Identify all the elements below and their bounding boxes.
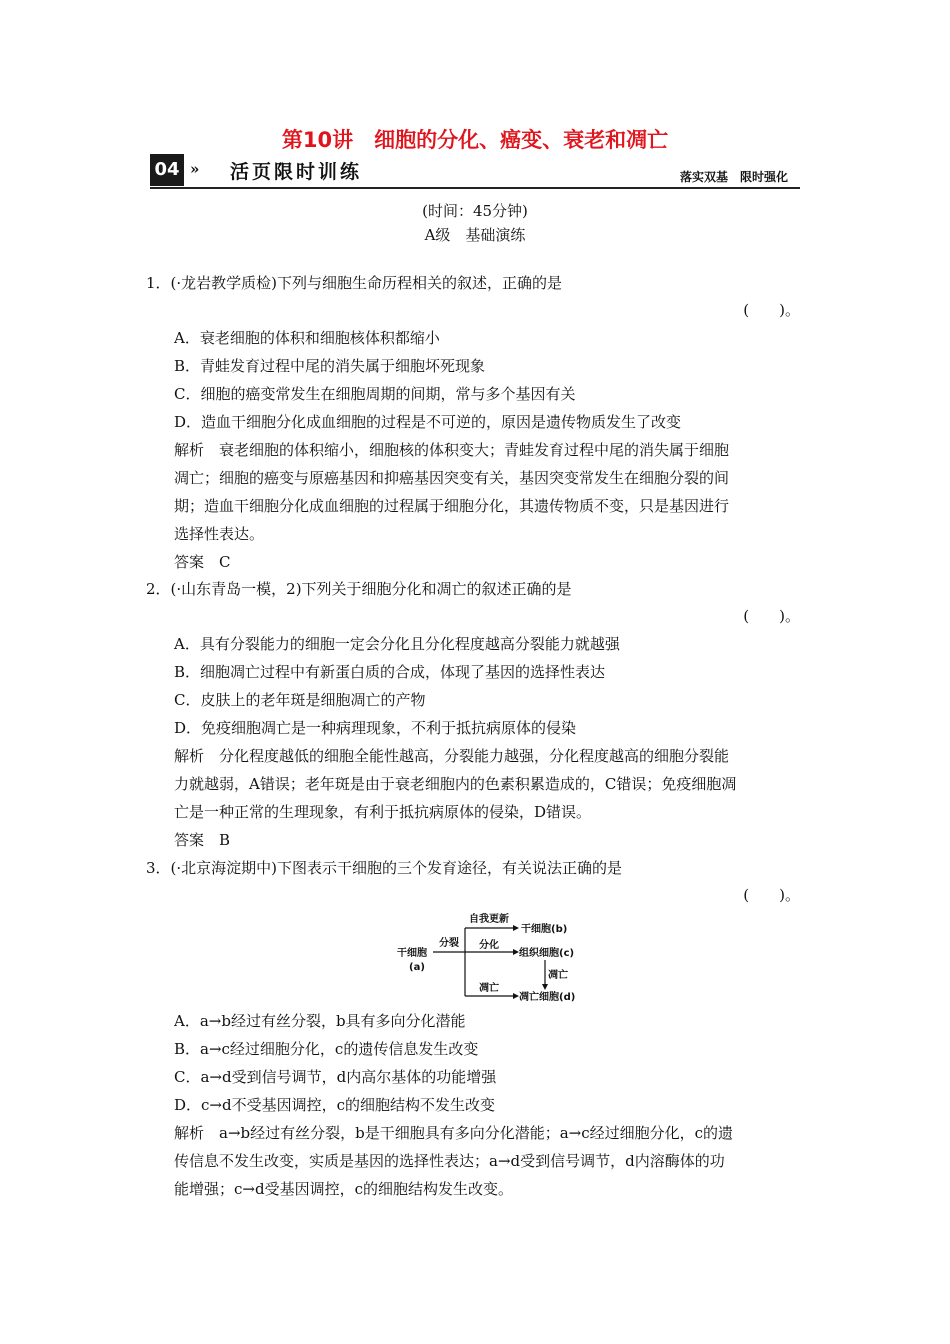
- option: D．造血干细胞分化成血细胞的过程是不可逆的，原因是遗传物质发生了改变: [174, 413, 682, 431]
- diagram-node-d: 凋亡细胞(d): [519, 992, 576, 1003]
- analysis-line: 解析 a→b经过有丝分裂，b是干细胞具有多向分化潜能；a→c经过细胞分化，c的遗: [174, 1124, 734, 1142]
- option: A．衰老细胞的体积和细胞核体积都缩小: [174, 329, 440, 347]
- diagram-label-apoptosis: 凋亡: [479, 983, 499, 994]
- answer-line: 答案 B: [174, 831, 231, 849]
- option: A．具有分裂能力的细胞一定会分化且分化程度越高分裂能力就越强: [174, 635, 620, 653]
- answer-blank: ( )。: [743, 607, 800, 625]
- answer-blank: ( )。: [743, 301, 800, 319]
- section-badge: 04: [150, 154, 184, 186]
- diagram-label-divide: 分裂: [439, 938, 459, 949]
- analysis-line: 凋亡；细胞的癌变与原癌基因和抑癌基因突变有关，基因突变常发生在细胞分裂的间: [174, 469, 730, 487]
- banner-divider: [150, 187, 800, 189]
- question-stem: 3．(·北京海淀期中)下图表示干细胞的三个发育途径，有关说法正确的是: [146, 859, 623, 877]
- arrowhead-icon: [542, 984, 548, 990]
- diagram-label-differentiate: 分化: [479, 940, 499, 951]
- answer-blank: ( )。: [743, 886, 800, 904]
- option: D．免疫细胞凋亡是一种病理现象，不利于抵抗病原体的侵染: [174, 719, 577, 737]
- question-stem: 1．(·龙岩教学质检)下列与细胞生命历程相关的叙述，正确的是: [146, 274, 563, 292]
- option: C．细胞的癌变常发生在细胞周期的间期，常与多个基因有关: [174, 385, 576, 403]
- question-stem: 2．(·山东青岛一模，2)下列关于细胞分化和凋亡的叙述正确的是: [146, 580, 572, 598]
- option: B．青蛙发育过程中尾的消失属于细胞坏死现象: [174, 357, 486, 375]
- diagram-node-c: 组织细胞(c): [519, 948, 575, 959]
- level-heading: A级 基础演练: [424, 226, 526, 244]
- banner-subtitle: 落实双基 限时强化: [679, 170, 788, 184]
- analysis-line: 力就越弱，A错误；老年斑是由于衰老细胞内的色素积累造成的，C错误；免疫细胞凋: [174, 775, 737, 793]
- option: C．皮肤上的老年斑是细胞凋亡的产物: [174, 691, 426, 709]
- diagram-label-apoptosis-down: 凋亡: [548, 970, 568, 981]
- page-title: 第10讲 细胞的分化、癌变、衰老和凋亡: [281, 128, 669, 152]
- option: B．a→c经过细胞分化，c的遗传信息发生改变: [174, 1040, 479, 1058]
- analysis-line: 期；造血干细胞分化成血细胞的过程属于细胞分化，其遗传物质不变，只是基因进行: [174, 497, 730, 515]
- option: D．c→d不受基因调控，c的细胞结构不发生改变: [174, 1096, 496, 1114]
- diagram-node-b: 干细胞(b): [521, 924, 568, 935]
- stem-cell-pathway-diagram: [395, 910, 595, 1006]
- diagram-node-a: 干细胞: [397, 948, 427, 959]
- option: C．a→d受到信号调节，d内高尔基体的功能增强: [174, 1068, 497, 1086]
- analysis-line: 选择性表达。: [174, 525, 265, 543]
- analysis-line: 传信息不发生改变，实质是基因的选择性表达；a→d受到信号调节，d内溶酶体的功: [174, 1152, 725, 1170]
- answer-line: 答案 C: [174, 553, 231, 571]
- analysis-line: 亡是一种正常的生理现象，有利于抵抗病原体的侵染，D错误。: [174, 803, 592, 821]
- analysis-line: 能增强；c→d受基因调控，c的细胞结构发生改变。: [174, 1180, 513, 1198]
- arrowhead-icon: [513, 925, 519, 931]
- diagram-node-a-sub: (a): [409, 962, 425, 973]
- time-limit: (时间：45分钟): [422, 202, 528, 220]
- option: B．细胞凋亡过程中有新蛋白质的合成，体现了基因的选择性表达: [174, 663, 606, 681]
- section-banner: [150, 152, 800, 192]
- analysis-line: 解析 分化程度越低的细胞全能性越高，分裂能力越强，分化程度越高的细胞分裂能: [174, 747, 730, 765]
- analysis-line: 解析 衰老细胞的体积缩小，细胞核的体积变大；青蛙发育过程中尾的消失属于细胞: [174, 441, 730, 459]
- diagram-label-self-renew: 自我更新: [469, 914, 509, 925]
- option: A．a→b经过有丝分裂，b具有多向分化潜能: [174, 1012, 466, 1030]
- chevron-icon: »: [190, 160, 200, 178]
- banner-title: 活页限时训练: [230, 161, 363, 183]
